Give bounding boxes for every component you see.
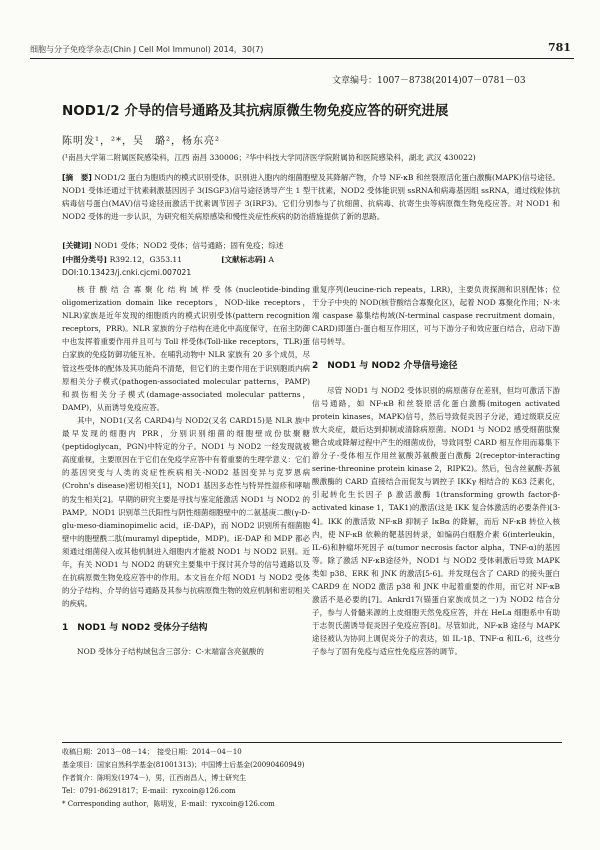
page-number: 781 [548,41,571,54]
article-number: 文章编号：1007－8738(2014)07－0781－03 [332,76,526,86]
body-paragraph: 其中，NOD1(又名 CARD4)与 NOD2(又名 CARD15)是 NLR 族中最早发现的细胞内 PRR，分别识别细菌的细胞壁成份肽聚糖(peptidoglycan，PGN)中特定的分子。NOD1 与 NOD2 一经发现就被高度重视，主要原因在于它们在免疫学应答中有着重要的生理学意义：它们的基因突变与人类的炎症性疾病相关-NOD2 基因变异与克罗恩病(Crohn's disease)密切相关[1]，NOD1 基因多态性与特异性湿疹和哮喘的发生相关[2]。早期的研究主要是寻找与鉴定能激活 NOD1 与 NOD2 的 PAMP。NOD1 识别革兰氏阳性与阴性细菌细胞壁中的二氨基庚二酸(γ-D-glu-meso-diaminopimelic acid，iE-DAP)，而 NOD2 识别所有细菌胞壁中的胞壁酰二肽(muramyl dipeptide，MDP)。iE-DAP 和 MDP 都必须通过细菌侵入或其他机制进入细胞内才能被 NOD1 与 NOD2 识别。近年，有关 NOD1 与 NOD2 的研究主要集中于探讨其介导的信号通路以及在抗病原微生物免疫应答中的作用。本文旨在介绍 NOD1 与 NOD2 受体的分子结构、介导的信号通路及其参与抗病原微生物的效应机制和密切相关的疾病。 [62,415,310,609]
body-paragraph: 核苷酸结合寡聚化结构域样受体(nucleotide-binding oligomerization domain like receptors，NOD-like receptors，NLR)家族是近年发现的细胞质内的模式识别受体(pattern recognition receptors，PRR)。NLR 家族的分子结构在进化中高度保守，在宿主防御中也发挥着重要作用并且可与 Toll 样受体(Toll-like receptors，TLR)蛋白家族的免疫防御功能互补。在哺乳动物中 NLR 家族有 20 多个成员，尽管这些受体的配体及其功能尚不清楚，但它们的主要作用在于识别胞质内病原相关分子模式(pathogen-associated molecular patterns，PAMP)和损伤相关分子模式(damage-associated molecular patterns，DAMP)，从而诱导免疫应答。 [62,285,310,412]
body-paragraph: NOD 受体分子结构域包含三部分：C-末端富含亮氨酸的 [77,647,264,657]
body-paragraph: 尽管 NOD1 与 NOD2 受体识别的病原菌存在差别，但均可激活下游信号通路，如 NF-κB 和丝裂原活化蛋白激酶(mitogen activated protein kinases，MAPK)信号，然后导致促炎因子分泌，通过级联反应放大炎症，最后达到抑制或清除病原菌。NOD1 与 NOD2 感受细菌肽聚糖合成或降解过程中产生的细菌成份，导致同型 CARD 相互作用而募集下游分子-受体相互作用丝氨酸苏氨酸蛋白激酶 2(receptor-interacting serine-threonine protein kinase 2，RIPK2)。然后，包含丝氨酸-苏氨酸激酶的 CARD 直接结合而促发与调控子 IKKγ 相结合的 K63 泛素化，引起转化生长因子 β 激活激酶 1(transforming growth factor-β-activated kinase 1，TAK1)的激活(这是 IKK 复合体激活的必要条件)[3-4]。IKK 的激活致 NF-κB 抑制子 IκBα 的降解，而后 NF-κB 转位入核内，使 NF-κB 依赖的靶基因转录，如编码白细胞介素 6(interleukin，IL-6)和肿瘤坏死因子 α(tumor necrosis factor alpha，TNF-α)的基因等。除了激活 NF-κB途径外，NOD1 与 NOD2 受体刺激后导致 MAPK 类如 p38、ERK 和 JNK 的激活[5-6]。并发现包含了 CARD 的接头蛋白 CARD9 在 NOD2 激活 p38 和 JNK 中起着重要的作用，而它对 NF-κB 激活不是必要的[7]。Ankrd17(锚蛋白家族成员之一)为 NOD2 结合分子，参与人骨髓来源的上皮细胞天然免疫应答，并在 HeLa 细胞系中有助于志贺氏菌诱导促炎因子免疫应答[8]。尽管如此，NF-κB 途径与 MAPK 途径被认为协同上调促炎分子的表达，如 IL-1β、TNF-α 和IL-6，这些分子参与了固有免疫与适应性免疫应答的调节。 [312,385,560,657]
clc-code: R392.12，G353.11 [109,255,183,264]
doc-code-label: [文献标志码] [220,255,267,264]
doc-code: A [268,255,275,264]
keywords-label: [关键词] [62,241,92,250]
section-heading: 2 NOD1 与 NOD2 介导信号途径 [312,361,458,372]
author-bio: 作者简介：陈明发(1974－)，男，江西南昌人，博士研究生 [62,774,247,782]
classification-line [62,254,274,265]
author-list: 陈明发¹，²*，吴 璐²，杨东亮² [62,136,221,147]
section-heading: 1 NOD1 与 NOD2 受体分子结构 [62,623,208,634]
article-title: NOD1/2 介导的信号通路及其抗病原微生物免疫应答的研究进展 [62,103,449,119]
footnote [62,746,562,811]
keywords [62,240,283,251]
journal-header: 细胞与分子免疫学杂志(Chin J Cell Mol Immunol) 2014，30(7) [30,45,264,54]
affiliations: (¹南昌大学第二附属医院感染科，江西 南昌 330006；²华中科技大学同济医学院附属协和医院感染科，湖北 武汉 430022) [62,153,476,162]
doi: DOI:10.13423/j.cnki.cjcmi.007021 [62,268,192,277]
author-contact: Tel：0791-86291817；E-mail：ryxcoin@126.com [62,787,236,795]
keywords-text: NOD1 受体；NOD2 受体；信号通路；固有免疫；综述 [94,241,284,250]
received-date: 收稿日期：2013－08－14； 接受日期：2014－04－10 [62,748,242,756]
abstract-label: [摘 要] [62,173,92,182]
clc-label: [中图分类号] [62,255,108,264]
header-rule [30,58,574,59]
fund-info: 基金项目：国家自然科学基金(81001313)；中国博士后基金(20090460949) [62,761,305,769]
body-paragraph: 重复序列(leucine-rich repeats，LRR)，主要负责探测和识别配体；位于分子中央的 NOD(核苷酸结合寡聚化区)，起着 NOD 寡聚化作用；N-末端 caspase 募集结构域(N-terminal caspase recruitment domain，CARD)即蛋白-蛋白相互作用区，可与下游分子和效应蛋白结合，启动下游信号转导。 [312,285,560,347]
abstract [62,171,560,223]
abstract-text: NOD1/2 蛋白为胞质内的模式识别受体，识别进入胞内的细菌胞壁及其降解产物，介导 NF-κB 和丝裂原活化蛋白激酶(MAPK)信号途径。NOD1 受体还通过干扰素刺激基因因子 3(ISGF3)信号途径诱导产生 1 型干扰素，NOD2 受体能识别 ssRNA和病毒基因组 ssRNA，通过线粒体抗病毒信号蛋白(MAV)信号途径而激活干扰素调节因子 3(IRF3)。它们分别参与了抗细菌、抗病毒、抗寄生虫等病原微生物免疫应答。对 NOD1 和 NOD2 受体的进一步认识，为研究相关病原感染和慢性炎症性疾病的防治措施提供了新的思路。 [62,173,560,221]
footnote-rule [62,742,562,743]
body-column-right [312,283,560,659]
corresponding-author: * Corresponding author，陈明发，E-mail：ryxcoin@126.com [62,800,275,808]
body-column-left [62,283,310,659]
